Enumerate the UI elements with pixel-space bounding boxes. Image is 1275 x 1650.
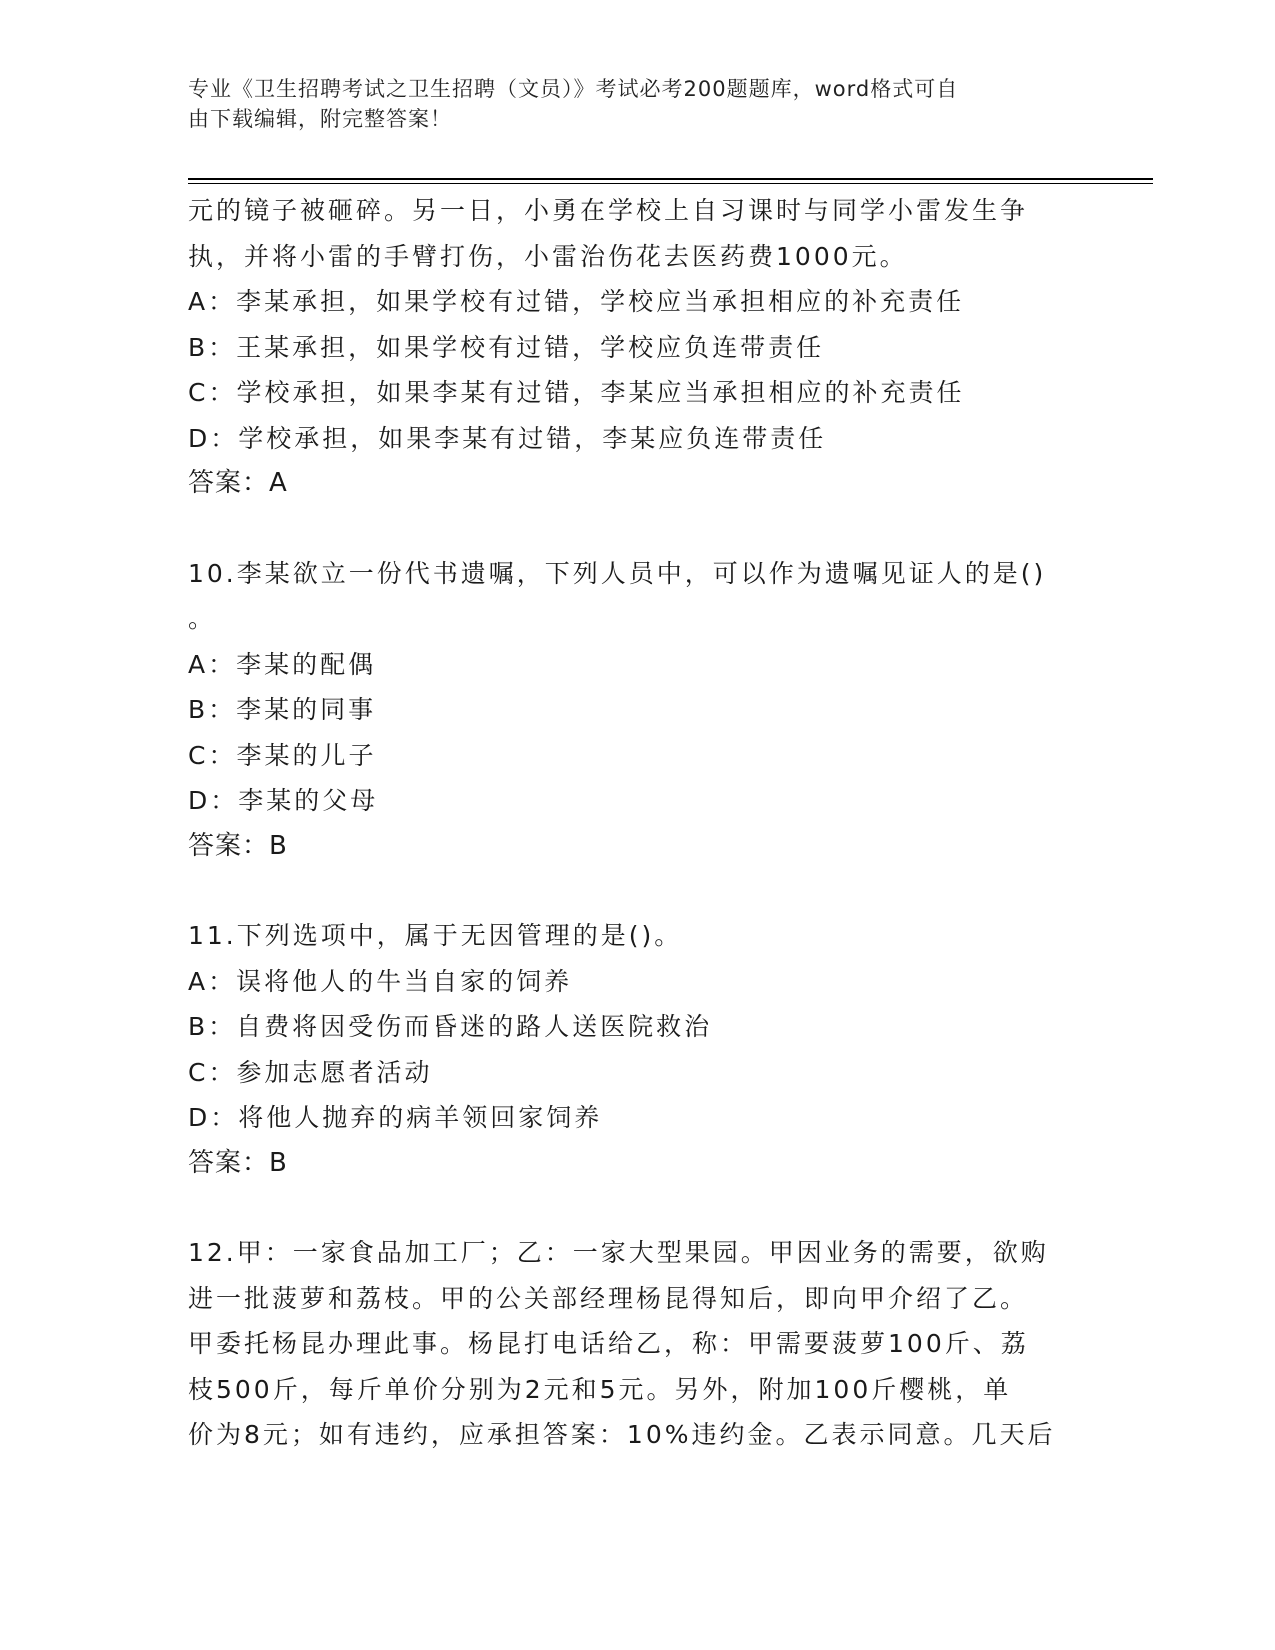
question-text-line: 12.甲：一家食品加工厂；乙：一家大型果园。甲因业务的需要，欲购 — [188, 1238, 1049, 1267]
question-text-line: 。 — [188, 604, 217, 633]
option-c: C：参加志愿者活动 — [188, 1057, 433, 1087]
option-c: C：学校承担，如果李某有过错，李某应当承担相应的补充责任 — [188, 378, 965, 407]
option-a: A：误将他人的牛当自家的饲养 — [188, 966, 573, 996]
option-b: B：李某的同事 — [188, 695, 377, 724]
option-d: D：将他人抛弃的病羊领回家饲养 — [188, 1103, 603, 1132]
answer-line: 答案：B — [188, 1147, 288, 1178]
header-line-2: 由下载编辑，附完整答案！ — [188, 107, 452, 131]
option-c: C：李某的儿子 — [188, 740, 377, 770]
question-text-line: 枝500斤，每斤单价分别为2元和5元。另外，附加100斤樱桃，单 — [188, 1374, 1012, 1404]
option-a: A：李某的配偶 — [188, 649, 377, 679]
option-b: B：自费将因受伤而昏迷的路人送医院救治 — [188, 1012, 713, 1041]
question-text-line: 10.李某欲立一份代书遗嘱，下列人员中，可以作为遗嘱见证人的是() — [188, 558, 1047, 588]
spacer — [188, 869, 1088, 913]
option-d: D：学校承担，如果李某有过错，李某应负连带责任 — [188, 423, 827, 453]
question-text-line: 价为8元；如有违约，应承担答案：10%违约金。乙表示同意。几天后 — [188, 1420, 1056, 1449]
answer-line: 答案：B — [188, 830, 288, 861]
spacer — [188, 1186, 1088, 1230]
header-line-1: 专业《卫生招聘考试之卫生招聘（文员）》考试必考200题题库，word格式可自 — [188, 77, 959, 101]
question-9 — [188, 188, 1088, 507]
question-11 — [188, 913, 1088, 1186]
document-header — [188, 74, 1088, 134]
question-text-line: 元的镜子被砸碎。另一日，小勇在学校上自习课时与同学小雷发生争 — [188, 196, 1029, 225]
header-divider-thin — [188, 183, 1153, 184]
header-divider-thick — [188, 178, 1153, 180]
option-b: B：王某承担，如果学校有过错，学校应负连带责任 — [188, 332, 825, 362]
spacer — [188, 507, 1088, 551]
question-text-line: 甲委托杨昆办理此事。杨昆打电话给乙，称：甲需要菠萝100斤、荔 — [188, 1329, 1029, 1358]
question-text-line: 进一批菠萝和荔枝。甲的公关部经理杨昆得知后，即向甲介绍了乙。 — [188, 1283, 1029, 1313]
question-text-line: 11.下列选项中，属于无因管理的是()。 — [188, 921, 683, 950]
option-d: D：李某的父母 — [188, 786, 379, 815]
question-12 — [188, 1230, 1088, 1458]
answer-line: 答案：A — [188, 468, 288, 498]
question-text-line: 执，并将小雷的手臂打伤，小雷治伤花去医药费1000元。 — [188, 241, 908, 271]
question-10 — [188, 551, 1088, 870]
option-a: A：李某承担，如果学校有过错，学校应当承担相应的补充责任 — [188, 287, 965, 316]
document-body — [188, 188, 1088, 1458]
